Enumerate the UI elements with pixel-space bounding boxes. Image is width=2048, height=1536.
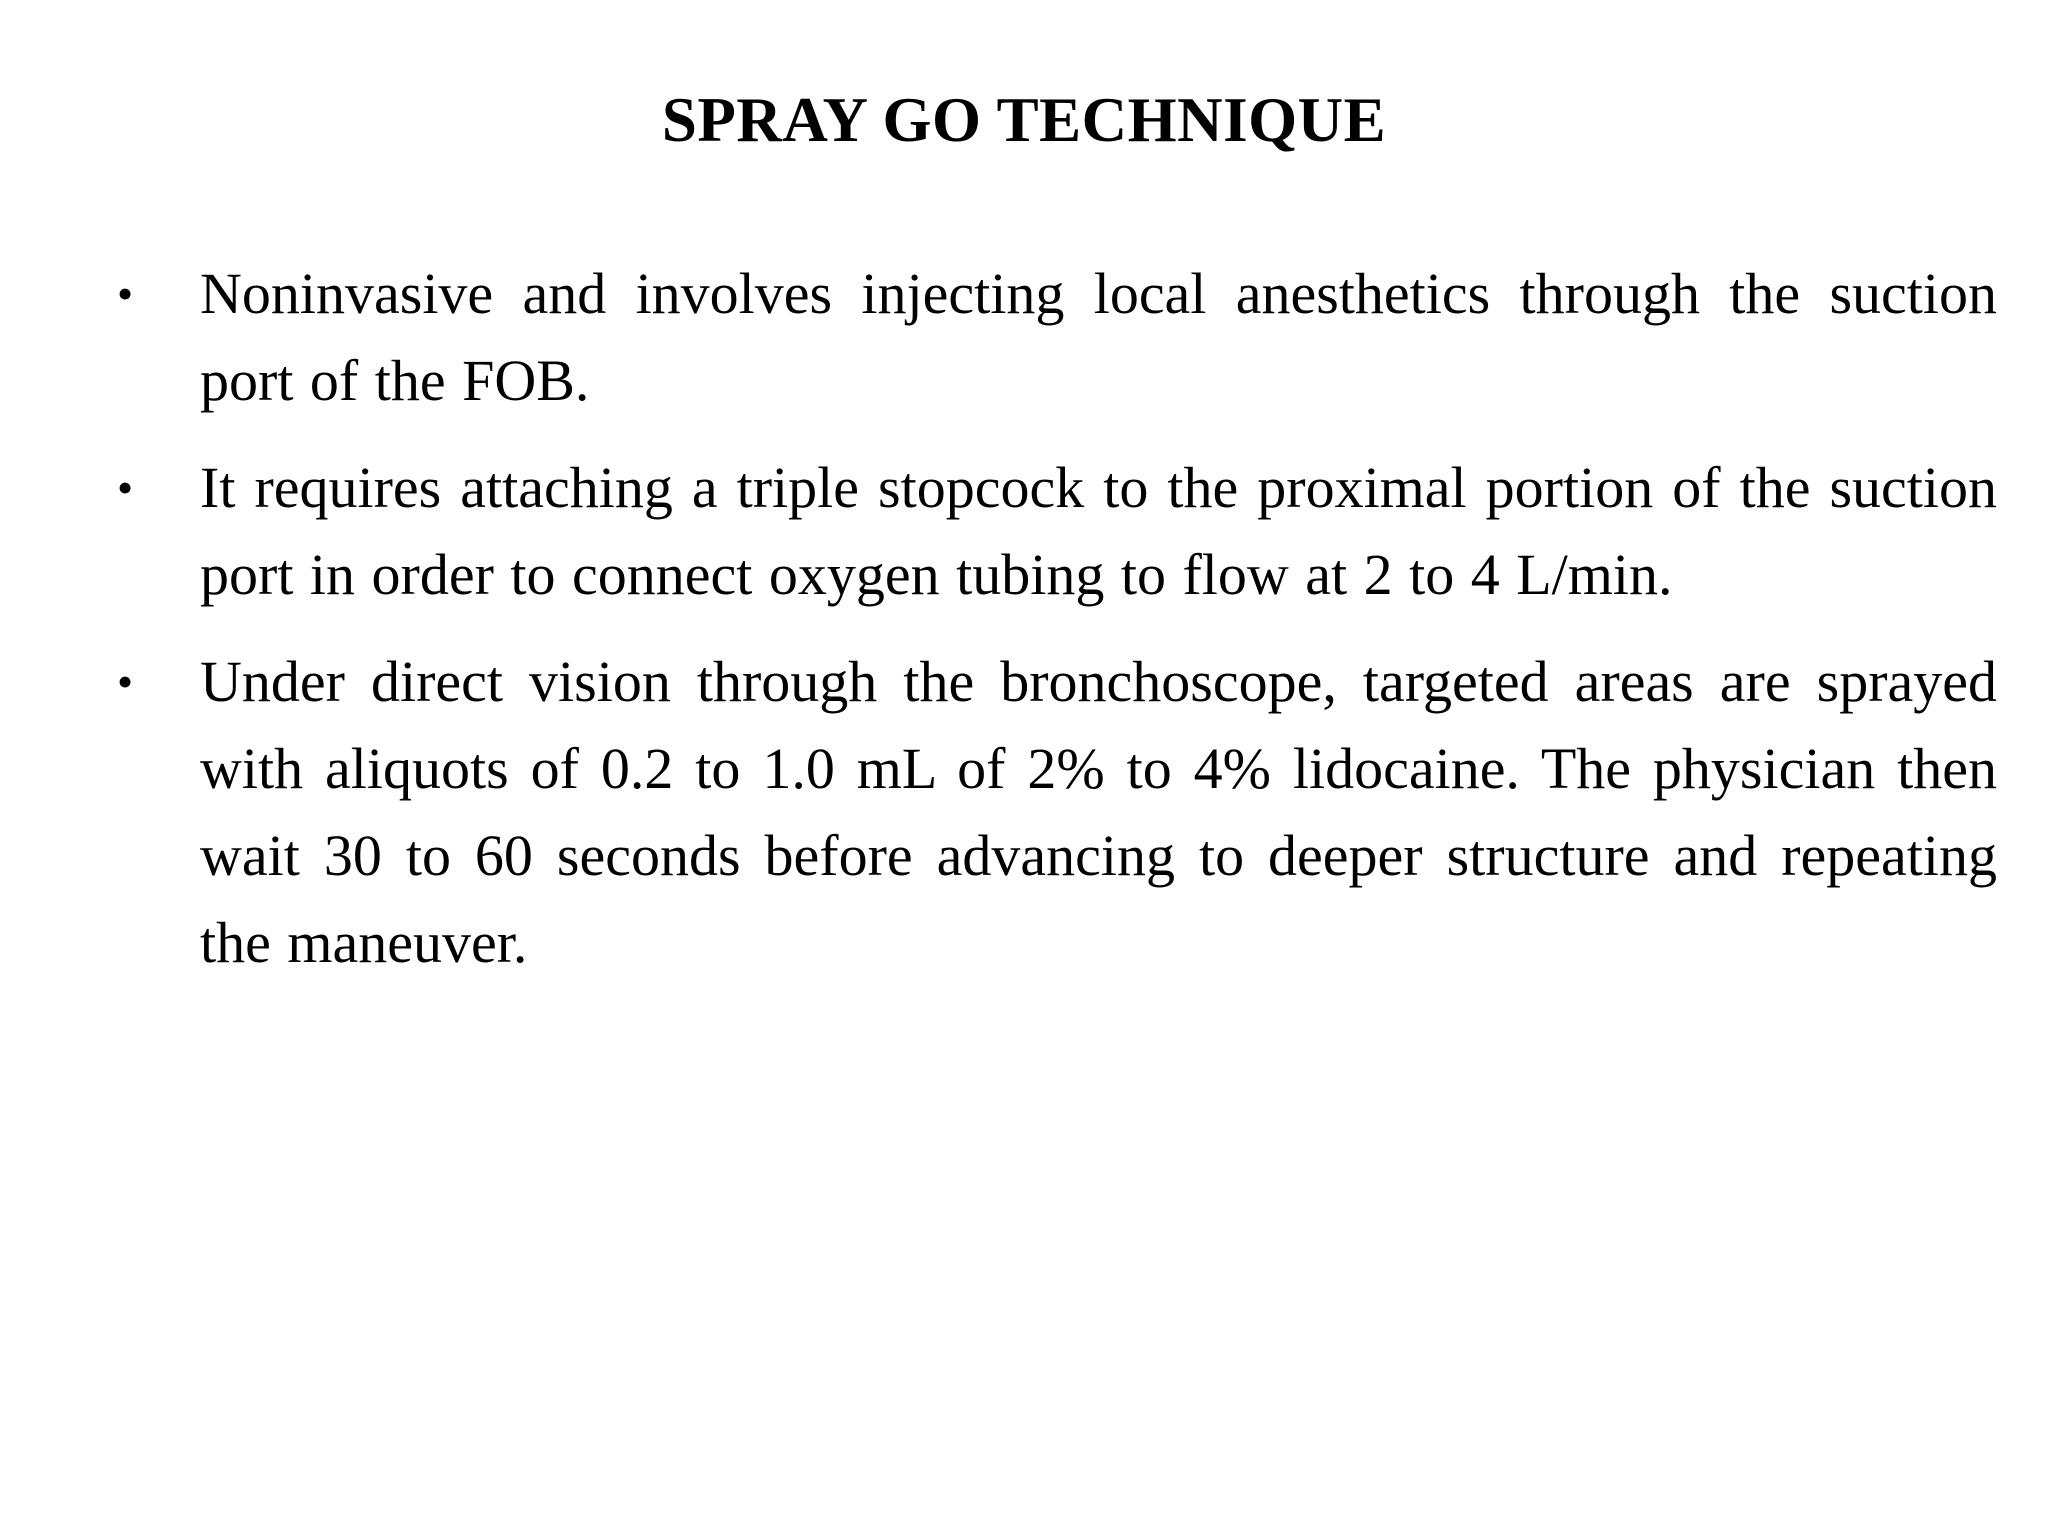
bullet-list — [117, 250, 1997, 1006]
bullet-text: Under direct vision through the bronchoscope, targeted areas are sprayed with aliquots of 0.2 to 1.0 mL of 2% to 4% lidocaine. The physician then wait 30 to 60 seconds before advancing to deeper structure and repeating the maneuver. — [200, 649, 1997, 975]
bullet-icon: • — [117, 462, 134, 513]
bullet-item — [117, 250, 1997, 424]
slide-title: SPRAY GO TECHNIQUE — [661, 85, 1387, 155]
bullet-text: It requires attaching a triple stopcock to the proximal portion of the suction port in order to connect oxygen tubing to flow at 2 to 4 L/min. — [200, 455, 1997, 607]
bullet-icon: • — [117, 268, 134, 319]
bullet-item — [117, 444, 1997, 618]
bullet-text: Noninvasive and involves injecting local anesthetics through the suction port of the FOB. — [200, 261, 1997, 413]
bullet-item — [117, 638, 1997, 986]
bullet-icon: • — [117, 656, 134, 707]
